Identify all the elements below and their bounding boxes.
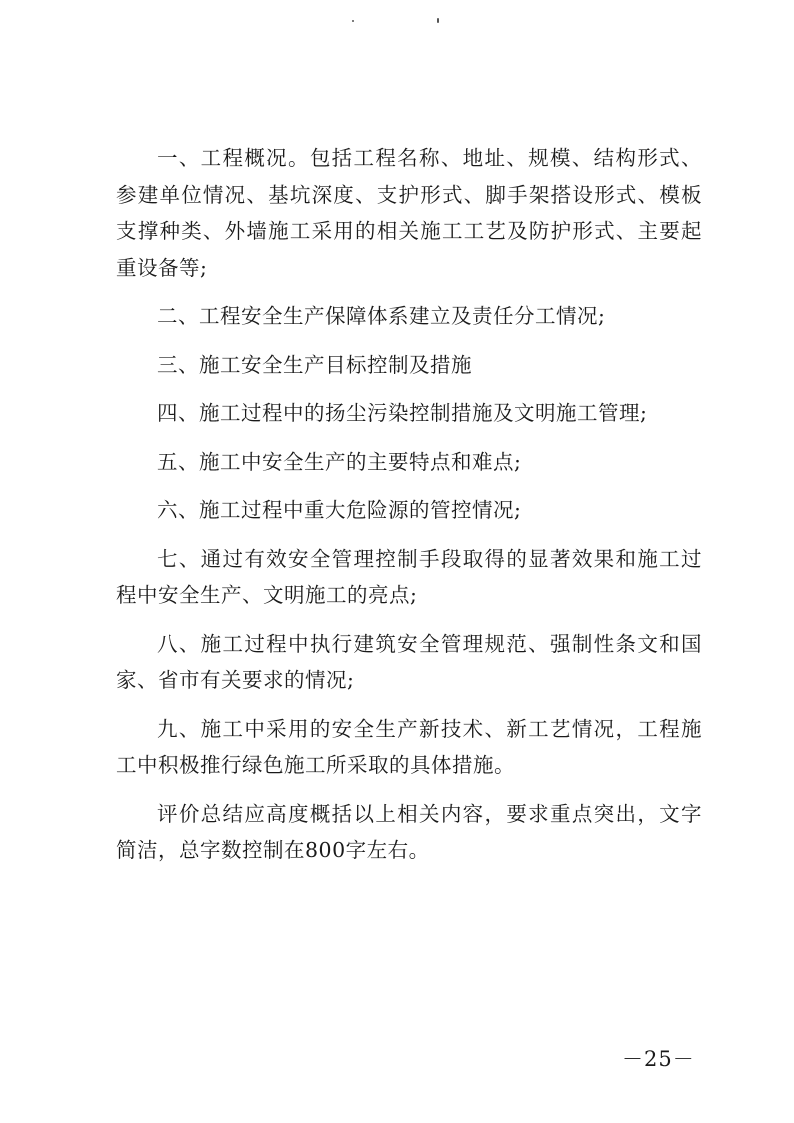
paragraph-key-difficulties: 五、施工中安全生产的主要特点和难点; (157, 449, 522, 474)
paragraph-new-technology: 九、施工中采用的安全生产新技术、新工艺情况，工程施工中积极推行绿色施工所采取的具体措施。 (116, 716, 702, 777)
paragraph-summary-requirement: 评价总结应高度概括以上相关内容，要求重点突出，文字简洁，总字数控制在800字左右。 (116, 801, 702, 862)
paragraph-management-results: 七、通过有效安全管理控制手段取得的显著效果和施工过程中安全生产、文明施工的亮点; (116, 546, 702, 607)
paragraph-regulation-compliance: 八、施工过程中执行建筑安全管理规范、强制性条文和国家、省市有关要求的情况; (116, 631, 702, 692)
paragraph-safety-system: 二、工程安全生产保障体系建立及责任分工情况; (157, 304, 606, 328)
scan-speck (437, 18, 439, 23)
scan-speck (352, 20, 354, 22)
paragraph-project-overview: 一、工程概况。包括工程名称、地址、规模、结构形式、参建单位情况、基坑深度、支护形式、脚手架搭设形式、模板支撑种类、外墙施工采用的相关施工工艺及防护形式、主要起重设备等; (116, 146, 702, 280)
paragraph-safety-targets: 三、施工安全生产目标控制及措施 (157, 352, 472, 377)
page-number: －25－ (622, 1047, 695, 1071)
paragraph-hazard-control: 六、施工过程中重大危险源的管控情况; (157, 498, 522, 522)
document-body (116, 140, 702, 869)
paragraph-dust-control: 四、施工过程中的扬尘污染控制措施及文明施工管理; (157, 401, 648, 425)
